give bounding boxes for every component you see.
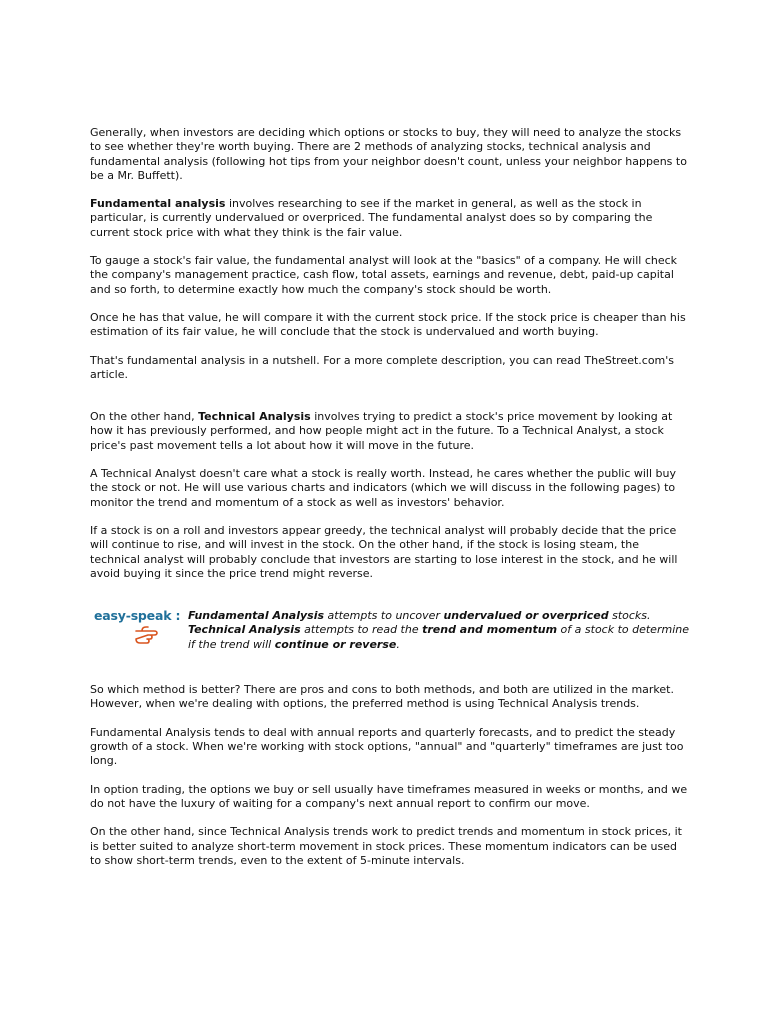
easy-term-technical: Technical Analysis bbox=[188, 623, 301, 637]
paragraph-text: involves trying to predict a stock's price movement by looking at how it has previously performed, and how people might act in the future. To a Technical Analyst, a stock price's past movement tells a lot about how it will move in the future. bbox=[90, 410, 673, 452]
paragraph-intro: Generally, when investors are deciding which options or stocks to buy, they will need to analyze the stocks to see whether they're worth buying. There are 2 methods of analyzing stocks, technical analysis and fundamental analysis (following hot tips from your neighbor doesn't count, unless your neighbor happens to be a Mr. Buffett). bbox=[90, 126, 687, 182]
paragraph-technical-definition bbox=[90, 410, 690, 453]
easy-term-undervalued: undervalued or overpriced bbox=[443, 609, 609, 623]
easy-speak-logo-text: easy-speak : bbox=[94, 608, 181, 624]
easy-text: attempts to uncover bbox=[324, 609, 444, 623]
easy-speak-callout bbox=[90, 609, 690, 653]
easy-text: attempts to read the bbox=[300, 623, 423, 637]
easy-speak-text bbox=[188, 609, 690, 652]
paragraph-short-term: On the other hand, since Technical Analysis trends work to predict trends and momentum in stock prices, it is better suited to analyze short-term movement in stock prices. These momentum indicators can be used to show short-term trends, even to the extent of 5-minute intervals. bbox=[90, 825, 682, 867]
easy-text: of a stock to determine if the trend will bbox=[188, 623, 689, 651]
paragraph-technical-analyst: A Technical Analyst doesn't care what a stock is really worth. Instead, he cares whether the public will buy the stock or not. He will use various charts and indicators (which we will discuss in the following pages) to monitor the trend and momentum of a stock as well as investors' behavior. bbox=[90, 467, 677, 509]
easy-term-continue: continue or reverse bbox=[274, 637, 397, 651]
term-fundamental-analysis: Fundamental analysis bbox=[90, 197, 226, 211]
easy-term-trend: trend and momentum bbox=[422, 623, 558, 637]
easy-speak-logo bbox=[90, 609, 188, 653]
easy-term-fundamental: Fundamental Analysis bbox=[188, 609, 325, 623]
paragraph-text: involves researching to see if the market in general, as well as the stock in particular, is currently undervalued or overpriced. The fundamental analyst does so by comparing the current stock price with what they think is the fair value. bbox=[90, 197, 653, 239]
paragraph-nutshell: That's fundamental analysis in a nutshell. For a more complete description, you can read TheStreet.com's article. bbox=[90, 353, 675, 381]
pointing-hand-icon bbox=[134, 623, 164, 645]
easy-text: . bbox=[396, 637, 400, 651]
document-page bbox=[90, 126, 690, 882]
easy-speak-line-1 bbox=[188, 609, 690, 623]
paragraph-compare: Once he has that value, he will compare it with the current stock price. If the stock price is cheaper than his estimation of its fair value, he will conclude that the stock is undervalued and worth buying. bbox=[90, 310, 686, 339]
paragraph-option-trading: In option trading, the options we buy or sell usually have timeframes measured in weeks or months, and we do not have the luxury of waiting for a company's next annual report to confirm our move. bbox=[90, 782, 688, 810]
easy-speak-line-2 bbox=[188, 623, 690, 652]
paragraph-which-better: So which method is better? There are pros and cons to both methods, and both are utilized in the market. However, when we're dealing with options, the preferred method is using Technical Analysis trends. bbox=[90, 683, 674, 711]
paragraph-fair-value: To gauge a stock's fair value, the fundamental analyst will look at the "basics" of a company. He will check the company's management practice, cash flow, total assets, earnings and revenue, debt, paid-up capital and so forth, to determine exactly how much the company's stock should be worth. bbox=[90, 254, 678, 296]
easy-text: stocks. bbox=[608, 609, 651, 623]
paragraph-roll: If a stock is on a roll and investors appear greedy, the technical analyst will probably decide that the price will continue to rise, and will invest in the stock. On the other hand, if the stock is losing steam, the technical analyst will probably conclude that investors are starting to lose interest in the stock, and he will avoid buying it since the price trend might reverse. bbox=[90, 523, 678, 580]
paragraph-fundamental-definition bbox=[90, 197, 690, 240]
term-technical-analysis: Technical Analysis bbox=[198, 410, 311, 424]
paragraph-annual-reports: Fundamental Analysis tends to deal with annual reports and quarterly forecasts, and to predict the steady growth of a stock. When we're working with stock options, "annual" and "quarterly" timeframes are just too long. bbox=[90, 725, 684, 768]
paragraph-text: On the other hand, bbox=[90, 410, 199, 424]
